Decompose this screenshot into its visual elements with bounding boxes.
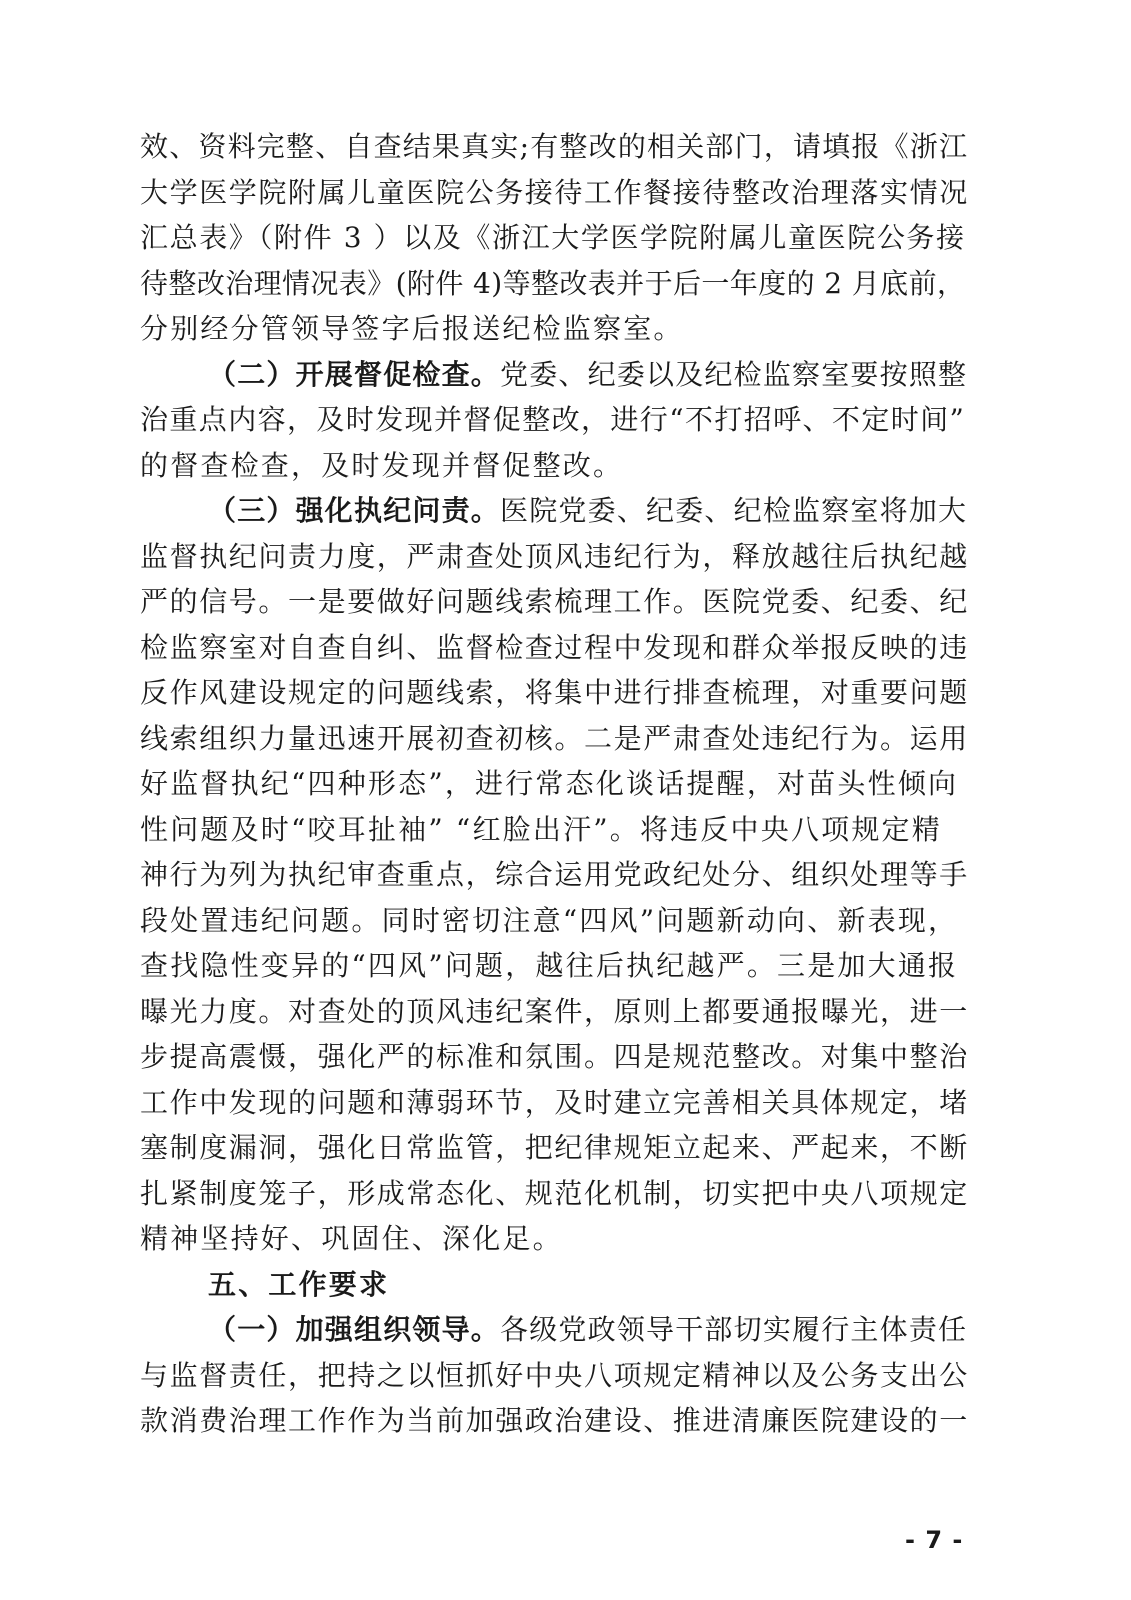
text-line: 监督执纪问责力度，严肃查处顶风违纪行为，释放越往后执纪越: [140, 539, 969, 573]
section-2-text: 党委、纪委以及纪检监察室要按照整: [500, 357, 968, 391]
text-line: 严的信号。一是要做好问题线索梳理工作。医院党委、纪委、纪: [140, 585, 969, 618]
section-5-heading: 五、工作要求: [208, 1267, 390, 1301]
section-2-heading: （二）开展督促检查。: [208, 357, 501, 391]
text-line: 步提高震慑，强化严的标准和氛围。四是规范整改。对集中整治: [140, 1040, 969, 1073]
text-line: 查找隐性变异的“四风”问题，越往后执纪越严。三是加大通报: [140, 949, 959, 982]
text-line: 塞制度漏洞，强化日常监管，把纪律规矩立起来、严起来，不断: [140, 1131, 969, 1164]
section-3-first-line: [140, 488, 970, 534]
text-line: 检监察室对自查自纠、监督检查过程中发现和群众举报反映的违: [140, 630, 969, 664]
section-5-1-text: 各级党政领导干部切实履行主体责任: [500, 1313, 968, 1346]
text-line: 待整改治理情况表》(附件 4)等整改表并于后一年度的 2 月底前，: [140, 266, 966, 300]
text-line: 好监督执纪“四种形态”，进行常态化谈话提醒，对苗头性倾向: [140, 767, 959, 800]
text-line: 反作风建设规定的问题线索，将集中进行排查梳理，对重要问题: [140, 676, 969, 709]
text-line: 分别经分管领导签字后报送纪检监察室。: [140, 312, 684, 345]
page-number: - 7 -: [905, 1526, 964, 1554]
document-body: [140, 124, 970, 1444]
text-line: 款消费治理工作作为当前加强政治建设、推进清廉医院建设的一: [140, 1404, 969, 1437]
text-line: 工作中发现的问题和薄弱环节，及时建立完善相关具体规定，堵: [140, 1085, 969, 1119]
text-line: 汇总表》（附件 3 ）以及《浙江大学医学院附属儿童医院公务接: [140, 221, 966, 254]
section-5-1-first-line: [140, 1307, 970, 1353]
text-line: 效、资料完整、自查结果真实;有整改的相关部门，请填报《浙江: [140, 130, 969, 163]
text-line: 曝光力度。对查处的顶风违纪案件，原则上都要通报曝光，进一: [140, 994, 969, 1028]
section-3-heading: （三）强化执纪问责。: [208, 494, 501, 527]
text-line: 大学医学院附属儿童医院公务接待工作餐接待整改治理落实情况: [140, 175, 969, 209]
text-line: 神行为列为执纪审查重点，综合运用党政纪处分、组织处理等手: [140, 858, 969, 891]
section-3-text: 医院党委、纪委、纪检监察室将加大: [500, 494, 968, 527]
text-line: 线索组织力量迅速开展初查初核。二是严肃查处违纪行为。运用: [140, 721, 969, 755]
section-2-first-line: [140, 352, 970, 398]
text-line: 段处置违纪问题。同时密切注意“四风”问题新动向、新表现，: [140, 903, 959, 937]
text-line: 治重点内容，及时发现并督促整改，进行“不打招呼、不定时间”: [140, 403, 966, 436]
text-line: 精神坚持好、巩固住、深化足。: [140, 1222, 563, 1255]
text-line: 与监督责任，把持之以恒抓好中央八项规定精神以及公务支出公: [140, 1358, 969, 1392]
text-line: 扎紧制度笼子，形成常态化、规范化机制，切实把中央八项规定: [140, 1176, 969, 1210]
text-line: 性问题及时“咬耳扯袖” “红脸出汗”。将违反中央八项规定精: [140, 812, 942, 846]
text-line: 的督查检查，及时发现并督促整改。: [140, 448, 624, 482]
section-5-1-heading: （一）加强组织领导。: [208, 1313, 501, 1346]
